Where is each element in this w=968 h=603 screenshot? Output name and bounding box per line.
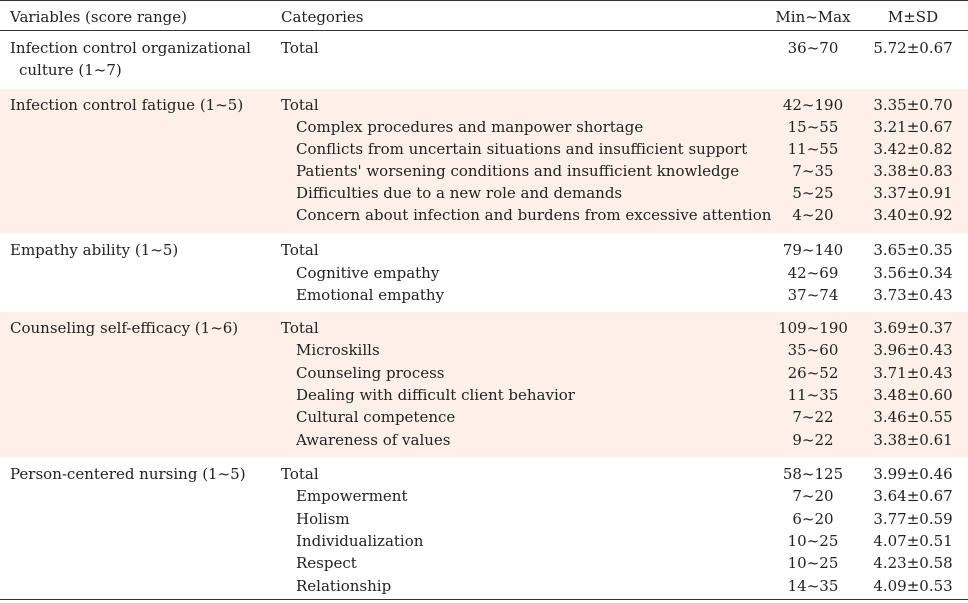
category-cell: Difficulties due to a new role and demands <box>296 184 623 202</box>
msd-cell: 3.77±0.59 <box>873 509 953 528</box>
category-cell: Total <box>281 241 319 259</box>
table-row <box>0 116 968 138</box>
variable-group <box>0 31 968 89</box>
msd-cell: 3.21±0.67 <box>873 118 953 136</box>
msd-cell: 3.40±0.92 <box>873 206 953 224</box>
msd-cell: 5.72±0.67 <box>873 39 953 57</box>
minmax-cell: 14~35 <box>787 576 839 595</box>
minmax-cell: 15~55 <box>787 118 839 136</box>
category-cell: Cultural competence <box>296 408 456 427</box>
table-row <box>0 384 968 406</box>
table-row <box>0 138 968 160</box>
msd-cell: 3.64±0.67 <box>873 487 953 506</box>
category-cell: Conflicts from uncertain situations and insufficient support <box>296 140 748 158</box>
category-cell: Respect <box>296 554 357 573</box>
table-body <box>0 31 968 599</box>
msd-cell: 3.46±0.55 <box>873 408 953 427</box>
variable-name-line: culture (1~7) <box>19 61 122 79</box>
header-msd: M±SD <box>887 8 939 26</box>
minmax-cell: 109~190 <box>778 319 848 337</box>
msd-cell: 3.48±0.60 <box>873 385 953 404</box>
category-cell: Patients' worsening conditions and insufficient knowledge <box>296 162 740 180</box>
msd-cell: 3.99±0.46 <box>873 465 953 483</box>
table-row <box>0 362 968 384</box>
table-row <box>0 284 968 306</box>
minmax-cell: 26~52 <box>787 363 839 382</box>
table-row <box>0 182 968 204</box>
table-row <box>0 530 968 552</box>
table-row <box>0 37 968 59</box>
msd-cell: 3.73±0.43 <box>873 286 953 304</box>
table-row <box>0 429 968 451</box>
table-header <box>0 0 968 31</box>
minmax-cell: 10~25 <box>787 531 839 550</box>
variable-group <box>0 312 968 457</box>
category-cell: Complex procedures and manpower shortage <box>296 118 644 136</box>
category-cell: Emotional empathy <box>296 286 445 304</box>
table-row <box>0 406 968 428</box>
minmax-cell: 42~69 <box>787 263 839 282</box>
variable-name-line: Empathy ability (1~5) <box>10 241 179 259</box>
category-cell: Concern about infection and burdens from excessive attention <box>296 206 772 224</box>
msd-cell: 3.96±0.43 <box>873 341 953 360</box>
msd-cell: 3.38±0.83 <box>873 162 953 180</box>
msd-cell: 4.09±0.53 <box>873 576 953 595</box>
variable-name-line: Counseling self-efficacy (1~6) <box>10 319 239 337</box>
msd-cell: 3.71±0.43 <box>873 363 953 382</box>
msd-cell: 4.23±0.58 <box>873 554 953 573</box>
minmax-cell: 9~22 <box>792 430 834 449</box>
minmax-cell: 11~55 <box>787 140 839 158</box>
category-cell: Empowerment <box>296 487 408 506</box>
category-cell: Microskills <box>296 341 380 360</box>
minmax-cell: 79~140 <box>782 241 844 259</box>
table-row <box>0 575 968 597</box>
category-cell: Dealing with difficult client behavior <box>296 385 575 404</box>
variable-group <box>0 233 968 312</box>
table-row <box>0 317 968 339</box>
minmax-cell: 4~20 <box>792 206 834 224</box>
minmax-cell: 10~25 <box>787 554 839 573</box>
minmax-cell: 36~70 <box>787 39 839 57</box>
minmax-cell: 11~35 <box>787 385 839 404</box>
table-row <box>0 160 968 182</box>
minmax-cell: 7~22 <box>792 408 834 427</box>
table-row <box>0 508 968 530</box>
table-row <box>0 262 968 284</box>
minmax-cell: 6~20 <box>792 509 834 528</box>
msd-cell: 3.42±0.82 <box>873 140 953 158</box>
variable-name-line: Infection control organizational <box>10 39 251 57</box>
msd-cell: 3.35±0.70 <box>873 96 953 114</box>
msd-cell: 3.56±0.34 <box>873 263 953 282</box>
msd-cell: 4.07±0.51 <box>873 531 953 550</box>
minmax-cell: 7~20 <box>792 487 834 506</box>
msd-cell: 3.38±0.61 <box>873 430 953 449</box>
table-row <box>0 239 968 261</box>
variable-group <box>0 89 968 233</box>
category-cell: Holism <box>296 509 350 528</box>
header-categories: Categories <box>281 8 364 26</box>
minmax-cell: 58~125 <box>782 465 844 483</box>
category-cell: Relationship <box>296 576 392 595</box>
msd-cell: 3.65±0.35 <box>873 241 953 259</box>
table-row <box>0 463 968 485</box>
category-cell: Total <box>281 39 319 57</box>
category-cell: Counseling process <box>296 363 445 382</box>
variable-name-line: Person-centered nursing (1~5) <box>10 465 246 483</box>
minmax-cell: 7~35 <box>792 162 834 180</box>
msd-cell: 3.69±0.37 <box>873 319 953 337</box>
category-cell: Individualization <box>296 531 424 550</box>
table-row <box>0 204 968 226</box>
variable-group <box>0 457 968 599</box>
category-cell: Total <box>281 465 319 483</box>
msd-cell: 3.37±0.91 <box>873 184 953 202</box>
bottom-rule <box>0 599 968 600</box>
category-cell: Awareness of values <box>296 430 451 449</box>
variable-name-line: Infection control fatigue (1~5) <box>10 96 244 114</box>
category-cell: Cognitive empathy <box>296 263 440 282</box>
category-cell: Total <box>281 96 319 114</box>
table-row <box>0 552 968 574</box>
minmax-cell: 5~25 <box>792 184 834 202</box>
category-cell: Total <box>281 319 319 337</box>
table-row <box>0 485 968 507</box>
table-row <box>0 94 968 116</box>
minmax-cell: 35~60 <box>787 341 839 360</box>
table-row <box>0 339 968 361</box>
header-variables: Variables (score range) <box>10 8 187 26</box>
minmax-cell: 37~74 <box>787 286 839 304</box>
header-minmax: Min~Max <box>775 8 851 26</box>
minmax-cell: 42~190 <box>782 96 844 114</box>
